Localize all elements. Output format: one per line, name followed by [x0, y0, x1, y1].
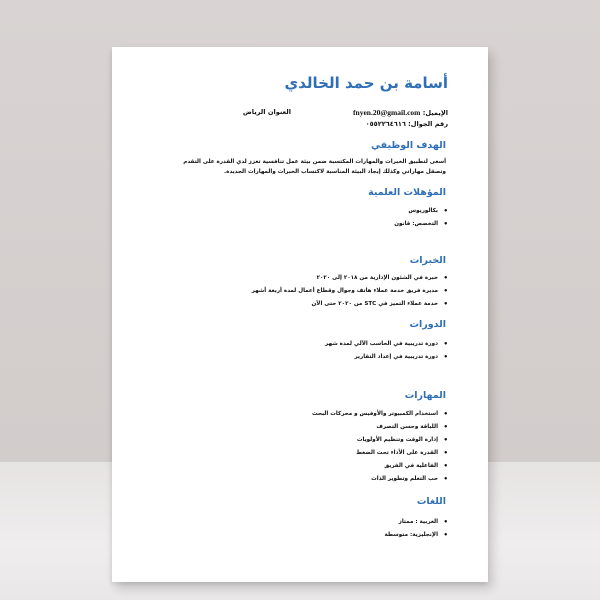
cv-page [112, 47, 488, 582]
phone-value: ٠٥٥٢٢٦٤٦١٦ [365, 120, 406, 128]
list-item: • إدارة الوقت وتنظيم الأولويات [312, 435, 438, 448]
list-item: • التخصص: قانون [394, 219, 438, 232]
qualifications-list [394, 206, 448, 232]
list-item: • الفاعلية في الفريق [312, 461, 438, 474]
list-item: • خبرة في الشئون الإدارية من ٢٠١٨ إلى ٢٠٢٠ [252, 273, 438, 286]
phone-label: رقم الجوال: [408, 120, 448, 128]
list-item: • اللباقة وحسن التصرف [312, 422, 438, 435]
address-value: الرياض [242, 108, 266, 116]
list-item: • بكالوريوس [394, 206, 438, 219]
list-item: • استخدام الكمبيوتر والأوفيس و محركات البحث [312, 409, 438, 422]
languages-title: اللغات [416, 496, 446, 507]
list-item: • القدرة على الأداء تحت الضغط [312, 448, 438, 461]
address-line [243, 108, 291, 116]
list-item: • الإنجليزية: متوسطة [384, 530, 438, 543]
email-value: fnyen.20@gmail.com [353, 108, 421, 117]
courses-list [325, 339, 448, 365]
list-item: • دورة تدريبية في إعداد التقارير [325, 352, 438, 365]
email-label: الإيميل: [422, 109, 448, 117]
qualifications-title: المؤهلات العلمية [368, 187, 446, 198]
skills-title: المهارات [404, 390, 446, 401]
list-item: • العربية : ممتاز [384, 517, 438, 530]
courses-title: الدورات [409, 319, 446, 330]
experience-list [252, 273, 448, 312]
objective-title: الهدف الوظيفي [371, 140, 446, 151]
experience-title: الخبرات [409, 255, 446, 266]
phone-line [366, 120, 448, 128]
list-item: • دورة تدريبية في الحاسب الآلي لمدة شهر [325, 339, 438, 352]
skills-list [312, 409, 448, 487]
objective-text: أسعى لتطبيق الخبرات والمهارات المكتسبة ضمن بيئة عمل تنافسية تعزز لدي القدرة على التقدم وتصقل مهاراتي وكذلك إيجاد البيئة المناسبة لاكتساب الخبرات والمهارات الجديدة. [183, 159, 446, 175]
email-line [353, 108, 448, 117]
languages-list [384, 517, 448, 543]
list-item: • حب التعلم وتطوير الذات [312, 474, 438, 487]
cv-name: أسامة بن حمد الخالدي [284, 74, 448, 92]
list-item: • خدمة عملاء التميز في STC من ٢٠٢٠ حتى الآن [252, 299, 438, 312]
list-item: • مديرة فريق خدمة عملاء هاتف وجوال وقطاع أعمال لمدة أربعة أشهر [252, 286, 438, 299]
address-label: العنوان [267, 108, 291, 116]
